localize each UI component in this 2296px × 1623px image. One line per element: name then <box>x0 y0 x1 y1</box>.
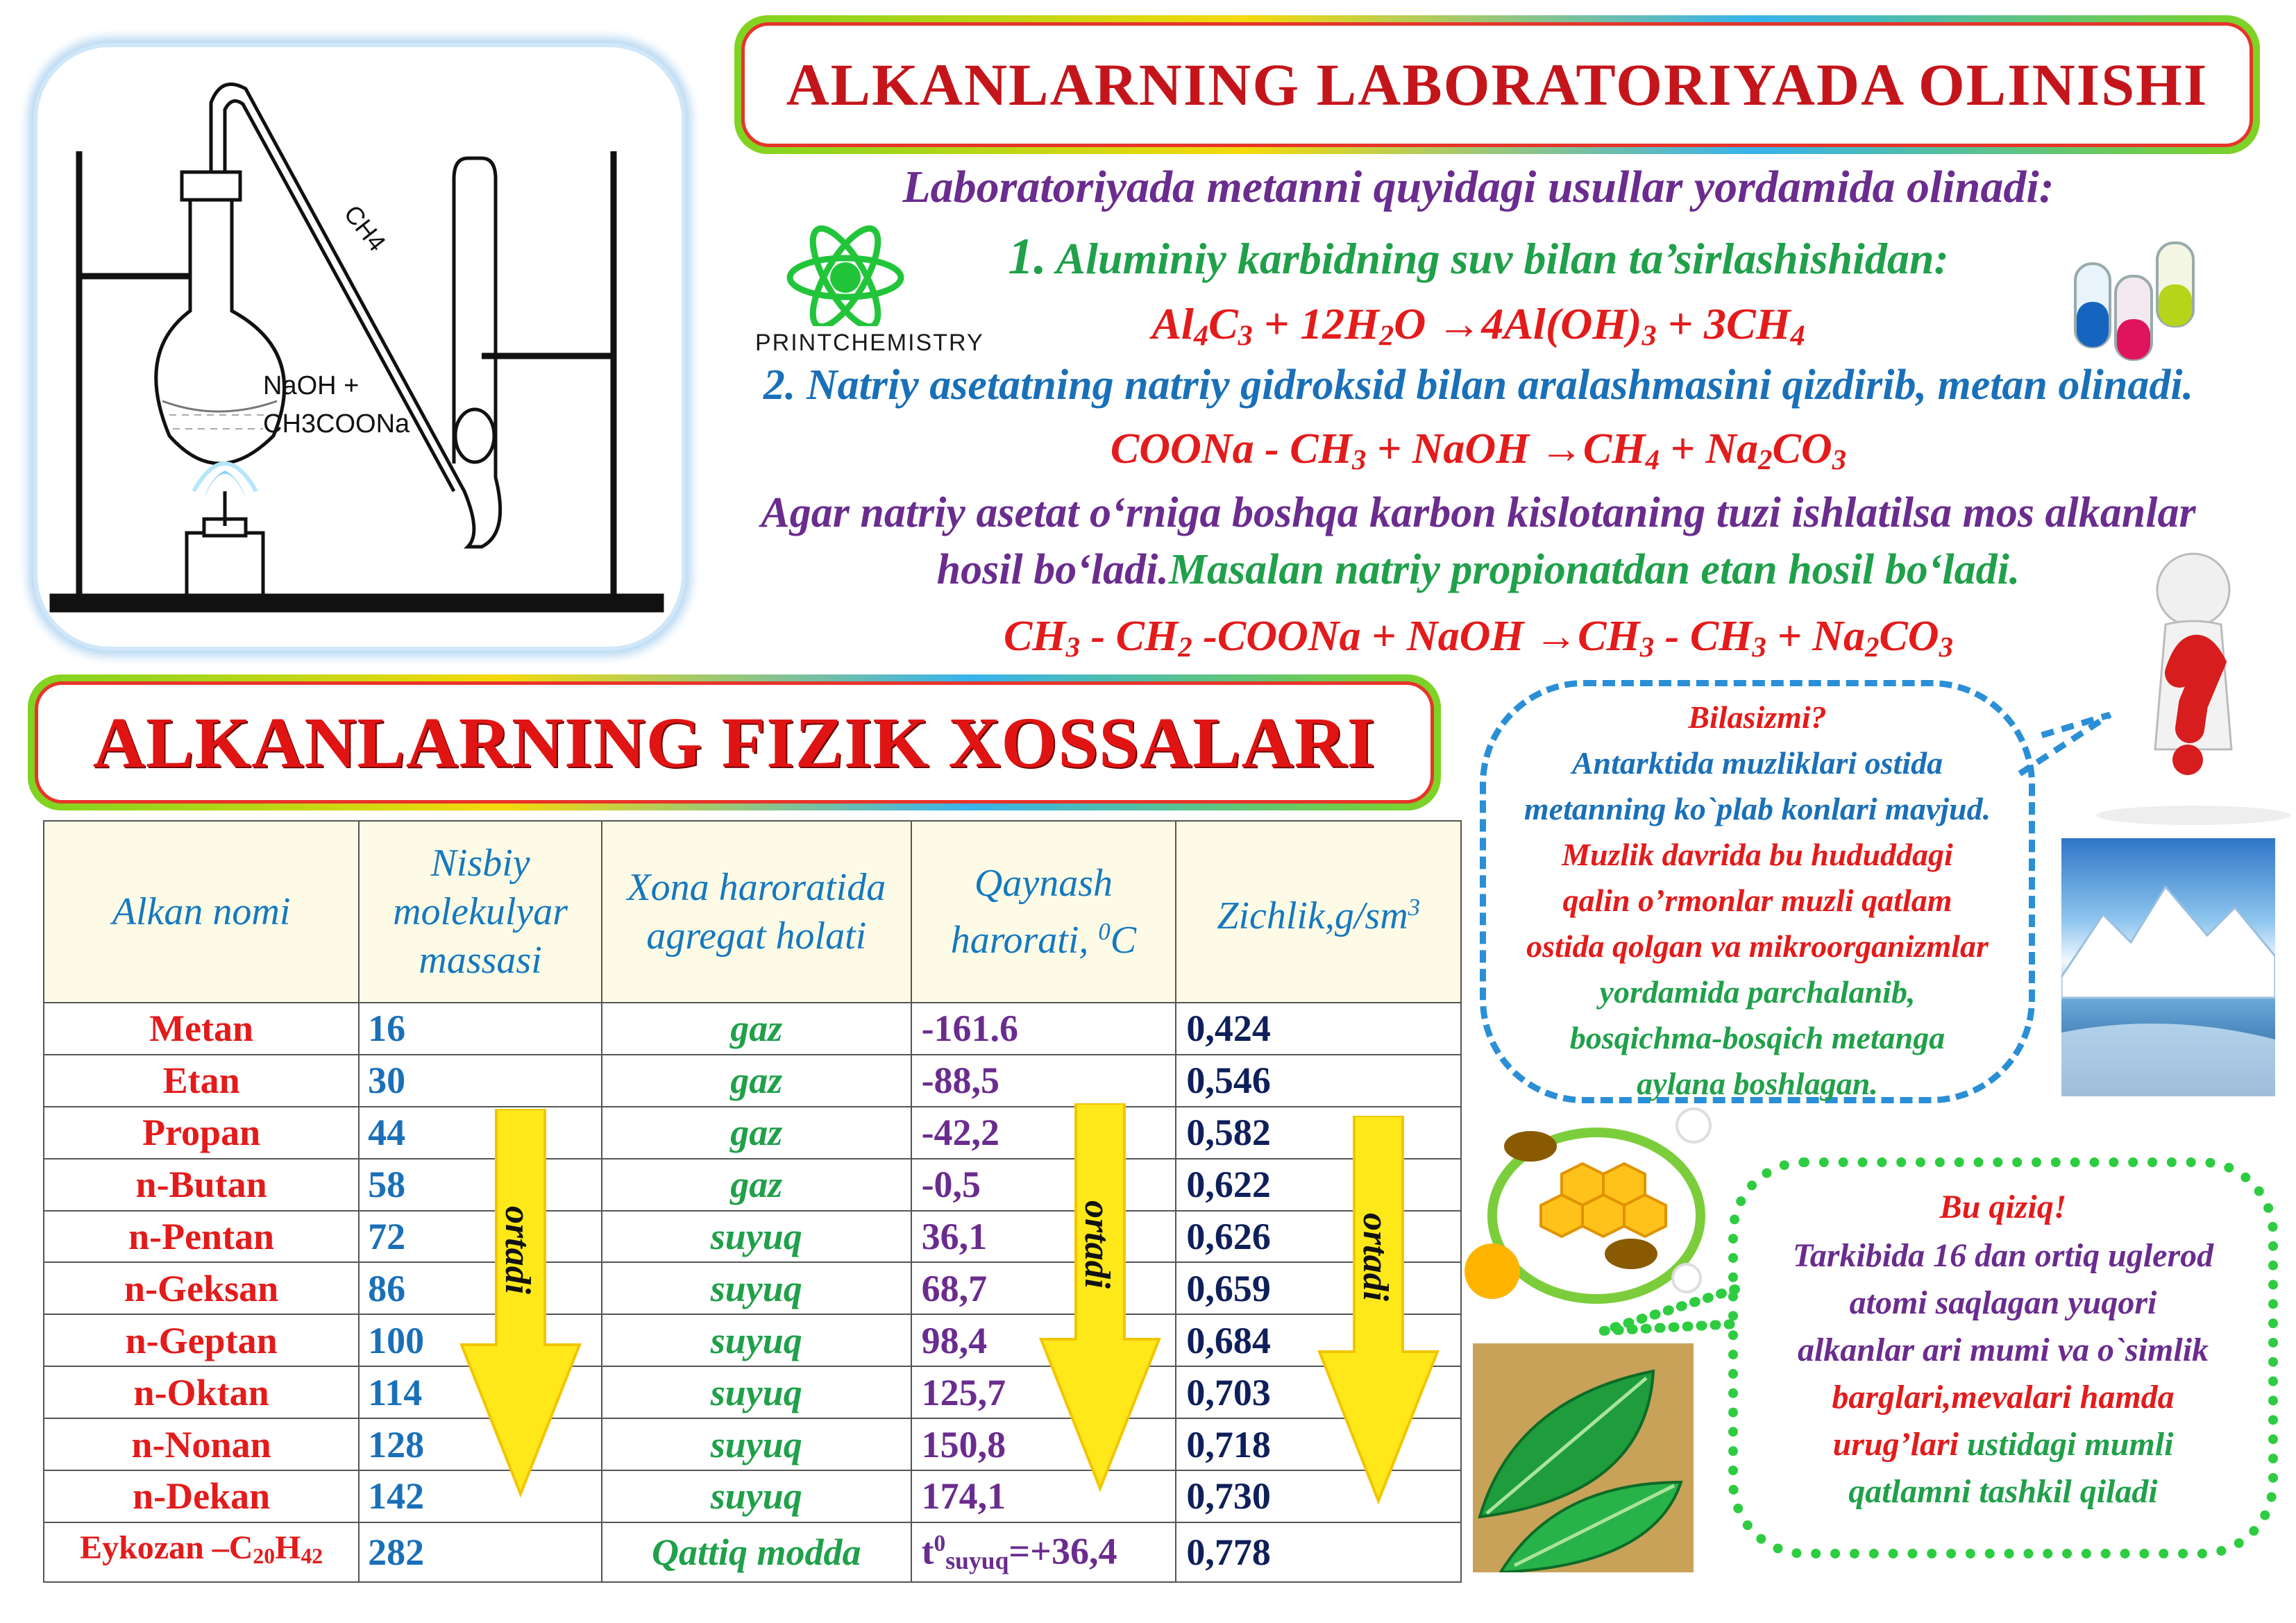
arctic-mountains-image <box>2061 838 2275 1096</box>
section2-title-frame <box>28 674 1441 810</box>
equation-1: $Al_4C_3 + 12H_2O \to 4Al(OH)_3 + 3CH_4$ <box>1151 299 1805 352</box>
cell-boil: 98,4 <box>911 1314 1176 1366</box>
equation-3: $CH_3 - CH_2$ -COONa + NaOH $\to CH_3 - CH_3 + Na_2CO_3$ <box>1003 613 1954 663</box>
cell-mass: 16 <box>359 1003 602 1055</box>
equation-2: COONa - $CH_3$ + NaOH $\to CH_4 + Na_2CO_3$ <box>1110 425 1847 475</box>
table-row <box>44 1522 1461 1582</box>
fact2-heading: Bu qiziq! <box>1939 1189 2067 1225</box>
fact2-line: qatlamni tashkil qiladi <box>1848 1473 2158 1510</box>
cell-state: suyuq <box>602 1470 911 1522</box>
cell-state: suyuq <box>602 1314 911 1366</box>
table-row <box>44 1055 1461 1107</box>
header-state: Xona haroratida agregat holati <box>602 821 911 1003</box>
method2-text: 2. Natriy asetatning natriy gidroksid bilan aralashmasini qizdirib, metan olinadi. <box>763 362 2194 409</box>
cell-name: n-Butan <box>44 1159 359 1211</box>
cell-mass: 142 <box>359 1470 602 1522</box>
fact1-line: aylana boshlagan. <box>1637 1066 1878 1101</box>
cell-state: Qattiq modda <box>602 1522 911 1582</box>
cell-density: 0,582 <box>1176 1107 1461 1159</box>
cell-state: gaz <box>602 1055 911 1107</box>
cell-density: 0,659 <box>1176 1262 1461 1314</box>
cell-name: Etan <box>44 1055 359 1107</box>
cell-name: Eykozan $-C_{20}H_{42}$ <box>44 1522 359 1582</box>
fact-bubble-bu-qiziq <box>1728 1157 2278 1558</box>
method1-text: Aluminiy karbidning suv bilan ta’sirlashishidan: <box>1056 234 1949 283</box>
cell-name: n-Nonan <box>44 1418 359 1470</box>
cell-boil: 174,1 <box>911 1470 1176 1522</box>
fact1-line: ostida qolgan va mikroorganizmlar <box>1526 928 1989 964</box>
cell-mass: 44 <box>359 1107 602 1159</box>
cell-state: suyuq <box>602 1418 911 1470</box>
table-row <box>44 1003 1461 1055</box>
cell-name: n-Dekan <box>44 1470 359 1522</box>
fact1-heading: Bilasizmi? <box>1688 699 1827 735</box>
method1-number: 1. <box>1008 228 1047 285</box>
cell-mass: 128 <box>359 1418 602 1470</box>
cell-density: 0,703 <box>1176 1366 1461 1418</box>
note-line2 <box>680 545 2277 595</box>
cell-name: Metan <box>44 1003 359 1055</box>
cell-density: 0,546 <box>1176 1055 1461 1107</box>
methods-intro: Laboratoriyada metanni quyidagi usullar yordamida olinadi: <box>902 162 2054 212</box>
fact1-line: metanning ko`plab konlari mavjud. <box>1523 791 1991 826</box>
cell-boil: -88,5 <box>911 1055 1176 1107</box>
fact1-line: Muzlik davrida bu hududdagi <box>1562 837 1953 872</box>
table-row <box>44 1262 1461 1314</box>
logo-text: PRINTCHEMISTRY <box>755 330 984 356</box>
header-density: $Zichlik,g/sm^3$ <box>1176 821 1461 1003</box>
increase-arrow-density <box>1316 1116 1441 1504</box>
table-row <box>44 1366 1461 1418</box>
cell-state: suyuq <box>602 1211 911 1263</box>
cell-state: gaz <box>602 1107 911 1159</box>
cell-name: n-Geksan <box>44 1262 359 1314</box>
cell-boil: 150,8 <box>911 1418 1176 1470</box>
cell-name: n-Pentan <box>44 1211 359 1263</box>
cell-boil: -0,5 <box>911 1159 1176 1211</box>
fact-bubble-bilasizmi <box>1480 680 2035 1103</box>
table-row <box>44 1470 1461 1522</box>
section2-title: ALKANLARNING FIZIK XOSSALARI <box>92 702 1376 783</box>
cell-density: 0,626 <box>1176 1211 1461 1263</box>
arrow-label: ortadi <box>1077 1200 1117 1289</box>
cell-name: n-Geptan <box>44 1314 359 1366</box>
cell-state: suyuq <box>602 1262 911 1314</box>
note-line1: Agar natriy asetat o‘rniga boshqa karbon kislotaning tuzi ishlatilsa mos alkanlar <box>761 489 2196 536</box>
reagent-line2: CH3COONa <box>263 409 410 439</box>
table-row <box>44 1418 1461 1470</box>
cell-state: gaz <box>602 1003 911 1055</box>
cell-state: gaz <box>602 1159 911 1211</box>
fact2-line5: urug’lari ustidagi mumli <box>1832 1426 2174 1463</box>
cell-mass: 30 <box>359 1055 602 1107</box>
header-name: Alkan nomi <box>44 821 359 1003</box>
cell-boil: -161.6 <box>911 1003 1176 1055</box>
header-boil: Qaynash harorati, $^0$C <box>911 821 1176 1003</box>
fact1-line: yordamida parchalanib, <box>1599 974 1916 1010</box>
header-mass: Nisbiy molekulyar massasi <box>359 821 602 1003</box>
cell-density: 0,424 <box>1176 1003 1461 1055</box>
note-line2-part2: Masalan natriy propionatdan etan hosil bo‘ladi. <box>1168 546 2020 593</box>
cell-boil: 36,1 <box>911 1211 1176 1263</box>
arrow-label: ortadi <box>1356 1213 1395 1302</box>
cell-name: n-Oktan <box>44 1366 359 1418</box>
green-leaves-image <box>1473 1343 1694 1572</box>
thinking-figure-question-icon <box>2089 548 2290 826</box>
cell-mass: 114 <box>359 1366 602 1418</box>
cell-density: 0,730 <box>1176 1470 1461 1522</box>
cell-name: Propan <box>44 1107 359 1159</box>
lab-apparatus-image <box>33 43 686 651</box>
increase-arrow-mass <box>458 1109 583 1497</box>
cell-mass: 58 <box>359 1159 602 1211</box>
method1-line <box>680 228 2277 287</box>
cell-density: 0,622 <box>1176 1159 1461 1211</box>
table-row <box>44 1314 1461 1366</box>
cell-boil: 68,7 <box>911 1262 1176 1314</box>
cell-mass: 86 <box>359 1262 602 1314</box>
ch4-label: CH4 <box>338 199 392 257</box>
fact2-line: Tarkibida 16 dan ortiq uglerod <box>1792 1237 2214 1274</box>
fact1-line: Antarktida muzliklari ostida <box>1571 745 1943 781</box>
arrow-label: ortadi <box>498 1206 537 1295</box>
cell-mass: 100 <box>359 1314 602 1366</box>
cell-mass: 282 <box>359 1522 602 1582</box>
title-frame <box>734 15 2260 154</box>
note-line2-part1: hosil bo‘ladi. <box>936 546 1169 593</box>
fact2-line: barglari,mevalari hamda <box>1832 1379 2175 1416</box>
cell-density: 0,718 <box>1176 1418 1461 1470</box>
table-row <box>44 1211 1461 1263</box>
table-row <box>44 1107 1461 1159</box>
cell-mass: 72 <box>359 1211 602 1263</box>
cell-density: 0,778 <box>1176 1522 1461 1582</box>
fact2-line: alkanlar ari mumi va o`simlik <box>1797 1332 2209 1368</box>
fact2-line: atomi saqlagan yuqori <box>1849 1284 2157 1321</box>
alkane-properties-table <box>43 820 1462 1583</box>
cell-state: suyuq <box>602 1366 911 1418</box>
reagent-line1: NaOH + <box>263 371 360 400</box>
cell-boil: $t^0_{suyuq}=+36,4$ <box>911 1522 1176 1582</box>
cell-boil: -42,2 <box>911 1107 1176 1159</box>
bubble2-tail <box>1596 1282 1742 1345</box>
page-title: ALKANLARNING LABORATORIYADA OLINISHI <box>786 51 2209 118</box>
fact1-line: qalin o’rmonlar muzli qatlam <box>1562 883 1952 918</box>
table-header-row <box>44 821 1461 1003</box>
table-row <box>44 1159 1461 1211</box>
fact1-line: bosqichma-bosqich metanga <box>1569 1020 1945 1055</box>
increase-arrow-boil <box>1038 1103 1163 1492</box>
cell-boil: 125,7 <box>911 1366 1176 1418</box>
cell-density: 0,684 <box>1176 1314 1461 1366</box>
apparatus-drawing <box>37 47 683 648</box>
